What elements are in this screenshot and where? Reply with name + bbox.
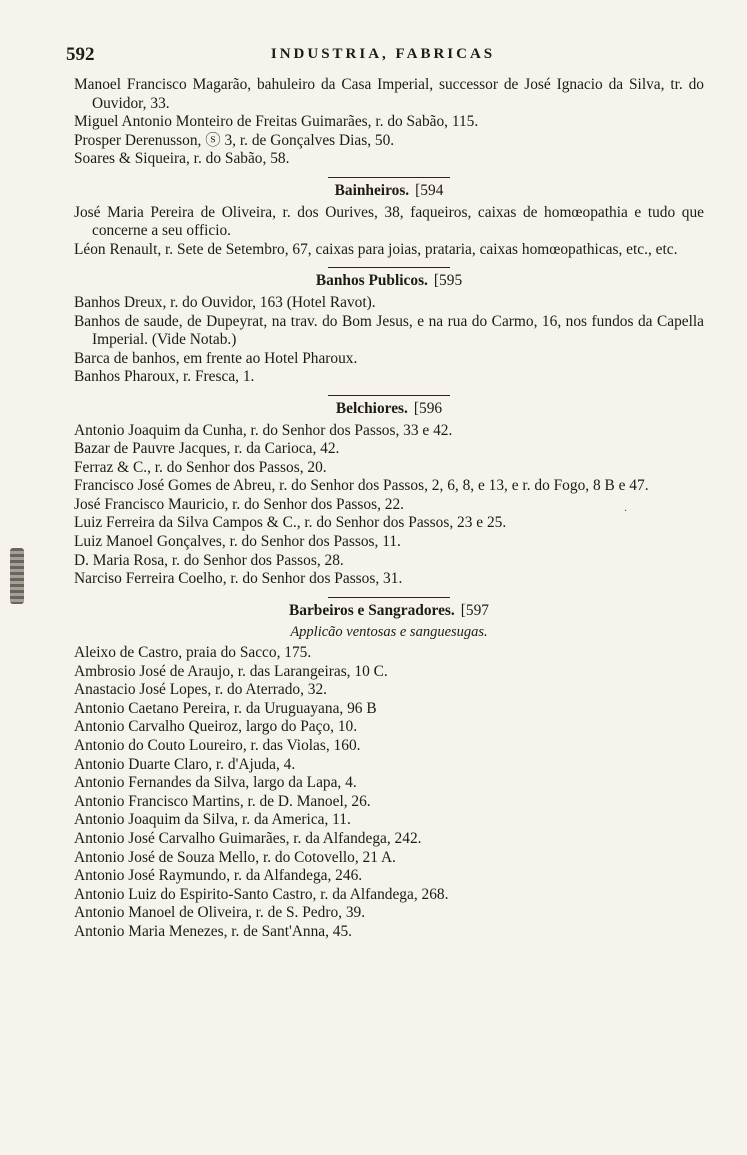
- listing-entry: Antonio José Carvalho Guimarães, r. da Alfandega, 242.: [74, 829, 422, 847]
- listing-entry: Antonio Manoel de Oliveira, r. de S. Pedro, 39.: [74, 904, 366, 922]
- listing-entry: Narciso Ferreira Coelho, r. do Senhor dos Passos, 31.: [74, 570, 403, 588]
- section-code: [595: [433, 272, 463, 290]
- listing-entry: Banhos de saude, de Dupeyrat, na trav. do Bom Jesus, e na rua do Carmo, 16, nos fundos da Capella Imperial. (Vide Notab.): [74, 312, 704, 349]
- section-divider: [328, 395, 450, 396]
- section-code: [596: [413, 399, 443, 417]
- listing-entry: Prosper Derenusson, ⓢ 3, r. de Gonçalves Dias, 50.: [74, 131, 395, 149]
- running-head: INDUSTRIA, FABRICAS: [270, 46, 496, 62]
- section: [74, 177, 704, 259]
- listing-entry: Antonio Maria Menezes, r. de Sant'Anna, 45.: [74, 922, 353, 940]
- section-heading: [74, 400, 704, 419]
- listing-entry: Antonio Fernandes da Silva, largo da Lapa, 4.: [74, 774, 357, 792]
- listing-entry: Antonio Joaquim da Silva, r. da America, 11.: [74, 811, 351, 829]
- section-heading: [74, 182, 704, 201]
- listing-entry: Antonio Luiz do Espirito-Santo Castro, r. da Alfandega, 268.: [74, 885, 449, 903]
- section-title: Barbeiros e Sangradores.: [289, 601, 455, 619]
- listing-entry: Barca de banhos, em frente ao Hotel Pharoux.: [74, 349, 358, 367]
- listing-entry: Antonio Joaquim da Cunha, r. do Senhor dos Passos, 33 e 42.: [74, 421, 453, 439]
- listing-entry: Banhos Pharoux, r. Fresca, 1.: [74, 368, 255, 386]
- section-title: Bainheiros.: [334, 181, 410, 199]
- stray-mark: ·: [624, 506, 628, 517]
- sections: [74, 177, 704, 942]
- section-code: [594: [415, 181, 444, 199]
- directory-body: [74, 76, 704, 942]
- listing-entry: Soares & Siqueira, r. do Sabão, 58.: [74, 150, 290, 168]
- listing-entry: Antonio Francisco Martins, r. de D. Manoel, 26.: [74, 792, 371, 810]
- section: [74, 267, 704, 387]
- section-subtitle: Applicão ventosas e sanguesugas.: [290, 624, 488, 641]
- listing-entry: Antonio José Raymundo, r. da Alfandega, 246.: [74, 867, 363, 885]
- listing-entry: Aleixo de Castro, praia do Sacco, 175.: [74, 644, 312, 662]
- section-divider: [328, 597, 450, 598]
- binding-smudge: [10, 548, 24, 604]
- listing-entry: Luiz Manoel Gonçalves, r. do Senhor dos Passos, 11.: [74, 533, 401, 551]
- section: [74, 597, 704, 942]
- listing-entry: Luiz Ferreira da Silva Campos & C., r. do Senhor dos Passos, 23 e 25.: [74, 514, 507, 532]
- page-header: [66, 44, 700, 70]
- listing-entry: Miguel Antonio Monteiro de Freitas Guimarães, r. do Sabão, 115.: [74, 113, 479, 131]
- section-code: [597: [460, 601, 489, 619]
- listing-entry: Léon Renault, r. Sete de Setembro, 67, caixas para joias, prataria, caixas homœopathicas, etc., etc.: [74, 240, 678, 258]
- listing-entry: Antonio José de Souza Mello, r. do Cotovello, 21 A.: [74, 848, 396, 866]
- section: [74, 395, 704, 589]
- section-divider: [328, 177, 450, 178]
- page-number: 592: [66, 44, 95, 65]
- section-heading: [74, 602, 704, 621]
- intro-entries: [74, 76, 704, 169]
- listing-entry: Ambrosio José de Araujo, r. das Larangeiras, 10 C.: [74, 662, 388, 680]
- section-title: Banhos Publicos.: [315, 272, 428, 290]
- listing-entry: Manoel Francisco Magarão, bahuleiro da Casa Imperial, successor de José Ignacio da Silva, tr. do Ouvidor, 33.: [74, 76, 704, 112]
- section-divider: [328, 267, 450, 268]
- listing-entry: Antonio Caetano Pereira, r. da Uruguayana, 96 B: [74, 699, 377, 717]
- section-title: Belchiores.: [335, 399, 408, 417]
- listing-entry: Ferraz & C., r. do Senhor dos Passos, 20.: [74, 458, 327, 476]
- listing-entry: José Maria Pereira de Oliveira, r. dos Ourives, 38, faqueiros, caixas de homœopathia e tudo que concerne a seu officio.: [74, 203, 704, 240]
- listing-entry: Bazar de Pauvre Jacques, r. da Carioca, 42.: [74, 440, 340, 458]
- listing-entry: Antonio Carvalho Queiroz, largo do Paço, 10.: [74, 718, 358, 736]
- listing-entry: Antonio do Couto Loureiro, r. das Violas, 160.: [74, 737, 361, 754]
- listing-entry: D. Maria Rosa, r. do Senhor dos Passos, 28.: [74, 551, 344, 569]
- listing-entry: José Francisco Mauricio, r. do Senhor dos Passos, 22.: [74, 495, 405, 513]
- listing-entry: Antonio Duarte Claro, r. d'Ajuda, 4.: [74, 755, 296, 773]
- listing-entry: Banhos Dreux, r. do Ouvidor, 163 (Hotel Ravot).: [74, 293, 376, 311]
- listing-entry: Anastacio José Lopes, r. do Aterrado, 32.: [74, 681, 328, 699]
- section-heading: [74, 272, 704, 291]
- listing-entry: Francisco José Gomes de Abreu, r. do Senhor dos Passos, 2, 6, 8, e 13, e r. do Fogo, 8 B e 47.: [74, 477, 649, 495]
